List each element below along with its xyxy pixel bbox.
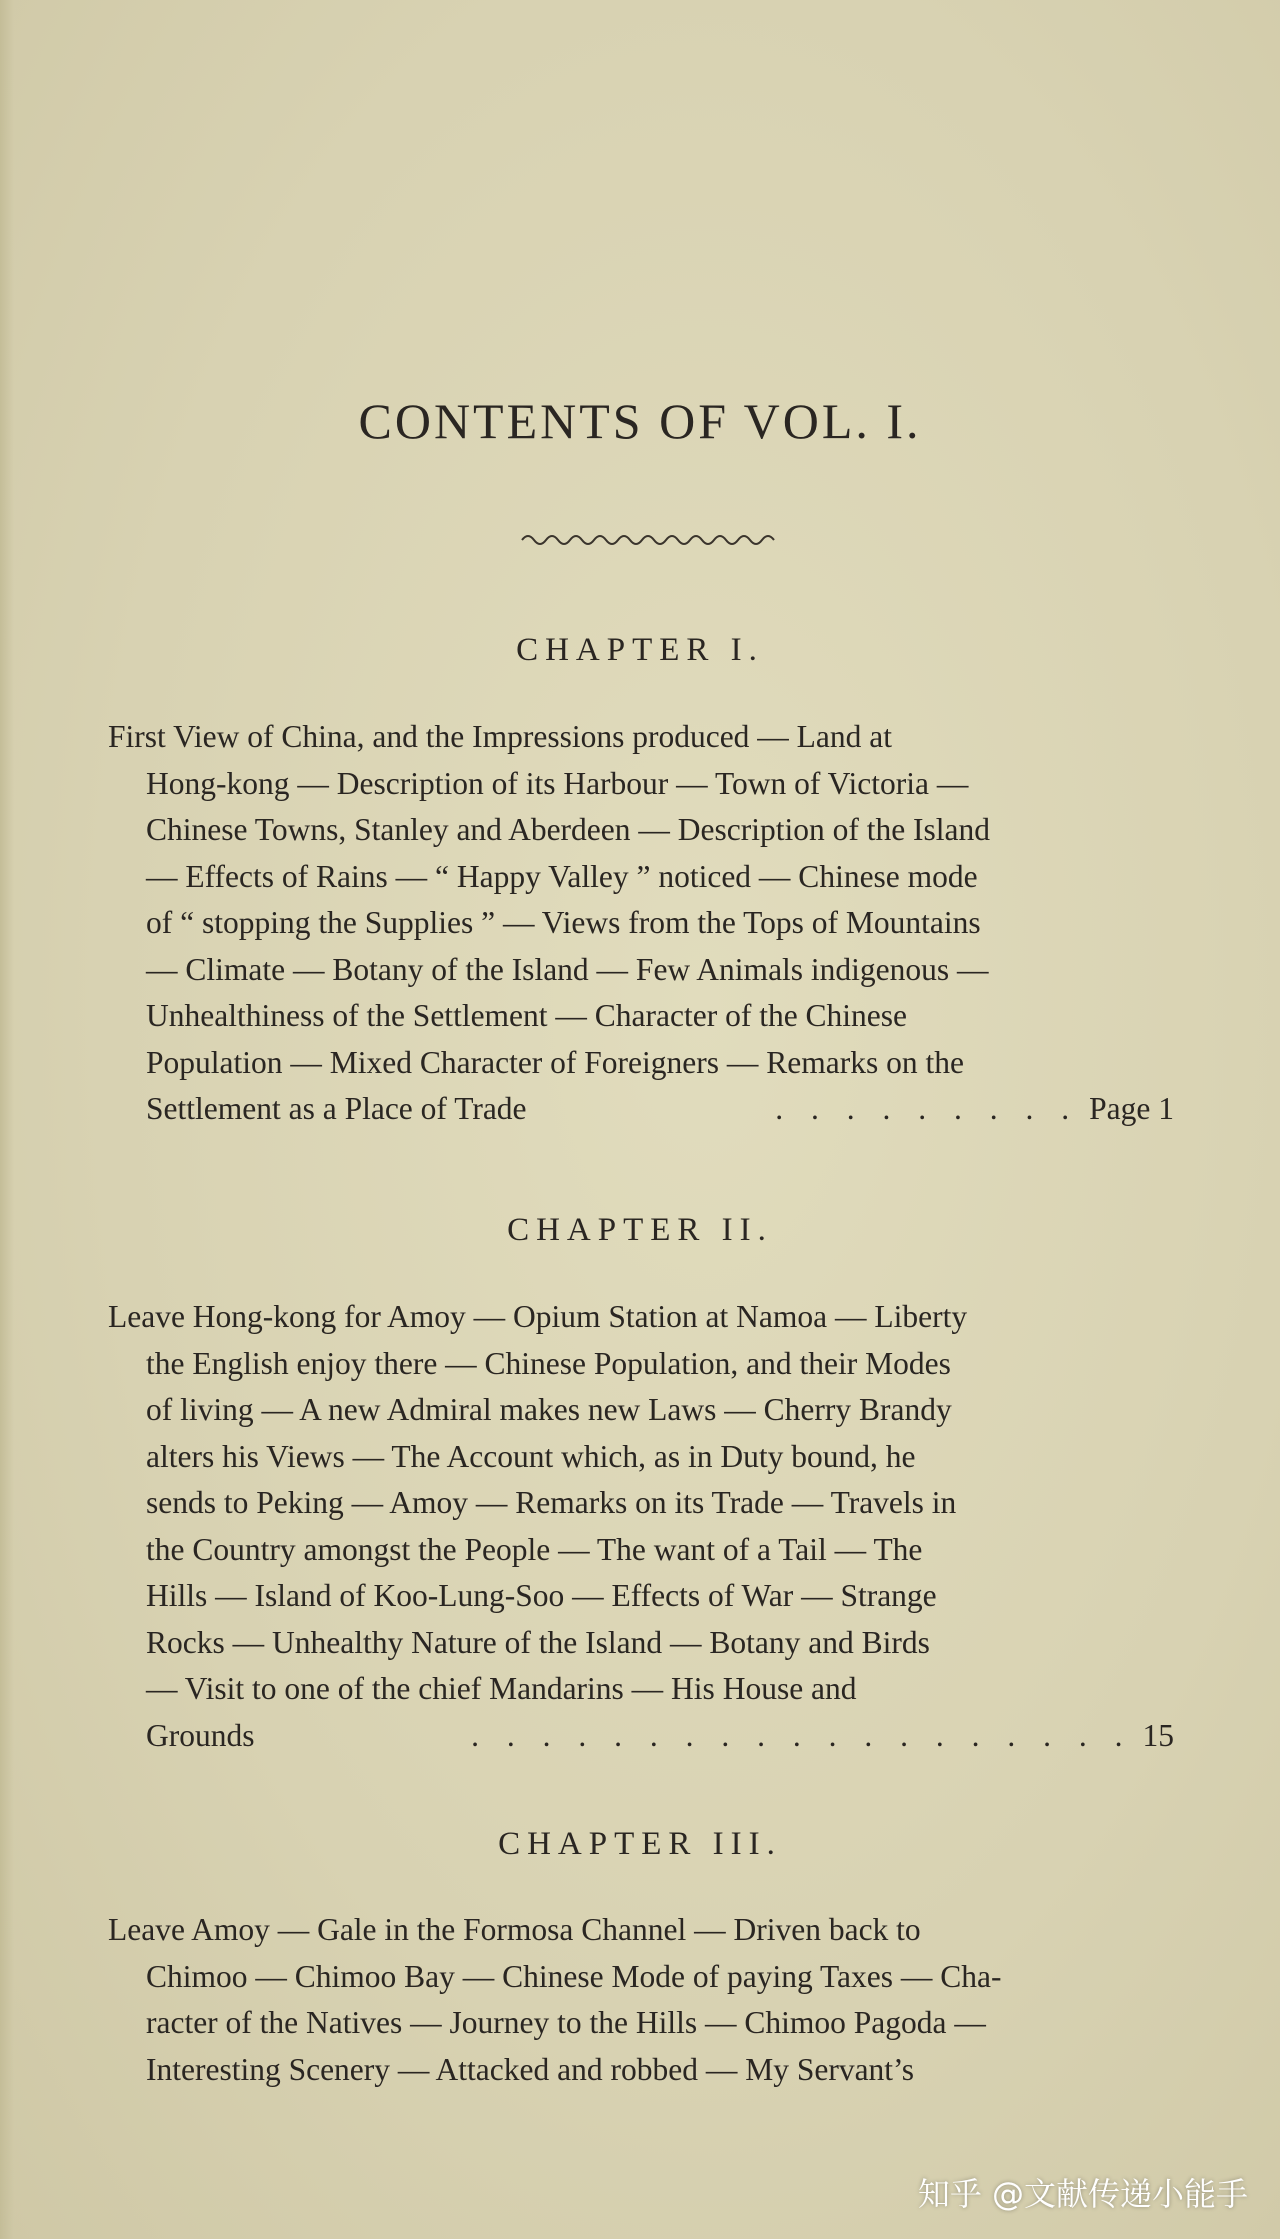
- chapter-1-summary: [108, 714, 1174, 1133]
- chapter-1-heading: CHAPTER I.: [516, 632, 764, 668]
- chapter-1-line: Chinese Towns, Stanley and Aberdeen — Description of the Island: [146, 812, 991, 847]
- dot-leader: . . . . . . . . . . . . . . . . . . .: [471, 1717, 1133, 1753]
- chapter-2-line: the Country amongst the People — The want of a Tail — The: [146, 1531, 923, 1567]
- chapter-2-line: — Visit to one of the chief Mandarins — His House and: [146, 1671, 857, 1706]
- watermark: 知乎 @文献传递小能手: [917, 2175, 1248, 2213]
- dot-leader: . . . . . . . . .: [775, 1091, 1080, 1126]
- chapter-2-line: of living — A new Admiral makes new Laws — Cherry Brandy: [146, 1392, 952, 1427]
- chapter-2-line: alters his Views — The Account which, as in Duty bound, he: [146, 1438, 916, 1474]
- chapter-2-line: sends to Peking — Amoy — Remarks on its Trade — Travels in: [146, 1485, 957, 1520]
- chapter-2-line: Leave Hong-kong for Amoy — Opium Station at Namoa — Liberty: [108, 1299, 968, 1334]
- chapter-1-line: First View of China, and the Impressions produced — Land at: [108, 719, 893, 754]
- chapter-3-line: racter of the Natives — Journey to the Hills — Chimoo Pagoda —: [146, 2005, 986, 2040]
- chapter-1-last-line: [108, 1086, 1174, 1133]
- chapter-3-summary: [108, 1907, 1174, 2093]
- chapter-2-page-ref: 15: [1142, 1717, 1174, 1753]
- wavy-rule-ornament: [520, 530, 780, 550]
- chapter-1-line: of “ stopping the Supplies ” — Views from the Tops of Mountains: [146, 905, 981, 940]
- chapter-3-heading: CHAPTER III.: [498, 1826, 782, 1862]
- chapter-1-line: Population — Mixed Character of Foreigners — Remarks on the: [146, 1044, 964, 1080]
- chapter-2-line: Rocks — Unhealthy Nature of the Island — Botany and Birds: [146, 1624, 930, 1660]
- chapter-3-line: Interesting Scenery — Attacked and robbed — My Servant’s: [146, 2051, 915, 2087]
- chapter-2-last-text: Grounds: [146, 1717, 255, 1753]
- chapter-2-summary: [108, 1294, 1174, 1759]
- chapter-1-line: Hong-kong — Description of its Harbour — Town of Victoria —: [146, 765, 969, 801]
- chapter-2-line: Hills — Island of Koo-Lung-Soo — Effects of War — Strange: [146, 1578, 937, 1613]
- chapter-1-line: — Effects of Rains — “ Happy Valley ” noticed — Chinese mode: [146, 858, 978, 894]
- chapter-1-page-ref: Page 1: [1089, 1091, 1174, 1126]
- chapter-2-line: the English enjoy there — Chinese Population, and their Modes: [146, 1345, 951, 1381]
- page-title: CONTENTS OF VOL. I.: [358, 393, 922, 449]
- chapter-2-heading: CHAPTER II.: [507, 1212, 773, 1248]
- chapter-1-line: Unhealthiness of the Settlement — Character of the Chinese: [146, 998, 908, 1033]
- chapter-3-line: Leave Amoy — Gale in the Formosa Channel — Driven back to: [108, 1912, 921, 1947]
- chapter-3-line: Chimoo — Chimoo Bay — Chinese Mode of paying Taxes — Cha-: [146, 1958, 1002, 1994]
- chapter-1-last-text: Settlement as a Place of Trade: [146, 1091, 527, 1126]
- chapter-1-line: — Climate — Botany of the Island — Few Animals indigenous —: [146, 951, 989, 987]
- chapter-2-last-line: [108, 1713, 1174, 1760]
